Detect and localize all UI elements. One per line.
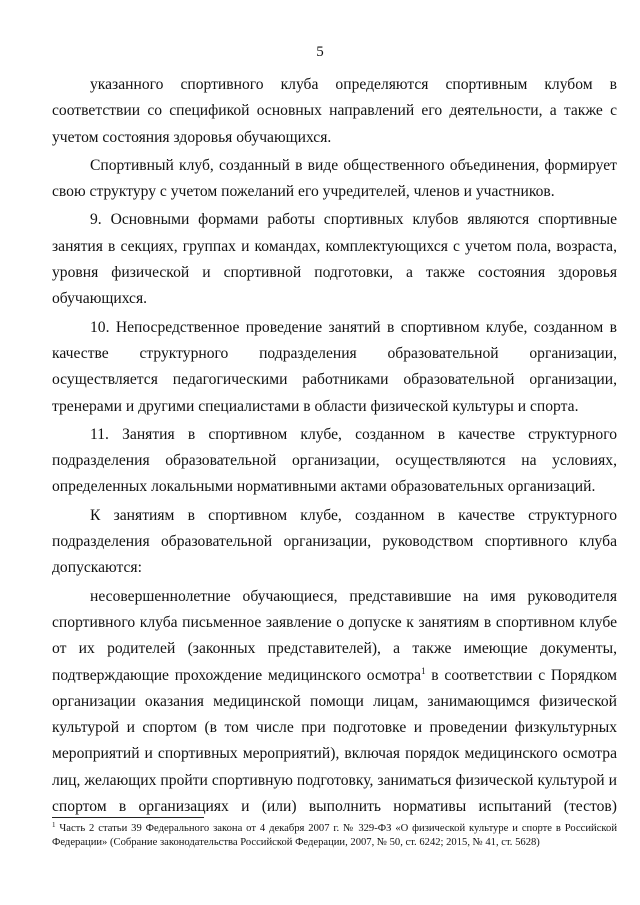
paragraph-minors-text-a: несовершеннолетние обучающиеся, представившие на имя руководителя спортивного клуба письменное заявление о допуске к занятиям в спортивном клубе от их родителей (законных представителей), а также имеющие документы, подтверждающие прохождение медицинского осмотра (52, 587, 617, 684)
footnote-marker: 1 (52, 821, 56, 829)
page-number: 5 (316, 44, 324, 60)
paragraph-continuation: указанного спортивного клуба определяются спортивным клубом в соответствии со спецификой основных направлений его деятельности, а также с учетом состояния здоровья обучающихся. (52, 76, 617, 146)
footnote-text: Часть 2 статьи 39 Федерального закона от 4 декабря 2007 г. № 329-ФЗ «О физической культуре и спорте в Российской Федерации» (Собрание законодательства Российской Федерации, 2007, № 50, ст. 6242; 2015, № 41, ст. 5628) (52, 823, 617, 848)
paragraph-item-9: 9. Основными формами работы спортивных клубов являются спортивные занятия в секциях, группах и командах, комплектующихся с учетом пола, возраста, уровня физической и спортивной подготовки, а также состояния здоровья обучающихся. (52, 211, 617, 308)
paragraph-minors (52, 584, 617, 821)
body-text (52, 72, 617, 822)
footnote (52, 822, 617, 850)
paragraph-item-11: 11. Занятия в спортивном клубе, созданном в качестве структурного подразделения образовательной организации, осуществляются на условиях, определенных локальными нормативными актами образовательных организаций. (52, 425, 617, 496)
footnote-divider (52, 817, 204, 818)
footnote-reference: 1 (421, 665, 426, 676)
paragraph-admission: К занятиям в спортивном клубе, созданном в качестве структурного подразделения образовательной организации, руководством спортивного клуба допускаются: (52, 506, 617, 577)
paragraph-club-structure: Спортивный клуб, созданный в виде общественного объединения, формирует свою структуру с учетом пожеланий его учредителей, членов и участников. (52, 156, 617, 201)
paragraph-item-10: 10. Непосредственное проведение занятий в спортивном клубе, созданном в качестве структурного подразделения образовательной организации, осуществляется педагогическими работниками образовательной организации, тренерами и другими специалистами в области физической культуры и спорта. (52, 318, 617, 415)
paragraph-minors-text-b: в соответствии с Порядком организации оказания медицинской помощи лицам, занимающимся физической культурой и спортом (в том числе при подготовке и проведении физкультурных мероприятий и спортивных мероприятий), включая порядок медицинского осмотра лиц, желающих пройти спортивную подготовку, заниматься физической культурой и спортом в организациях и (или) выполнить нормативы испытаний (тестов) (52, 666, 618, 816)
